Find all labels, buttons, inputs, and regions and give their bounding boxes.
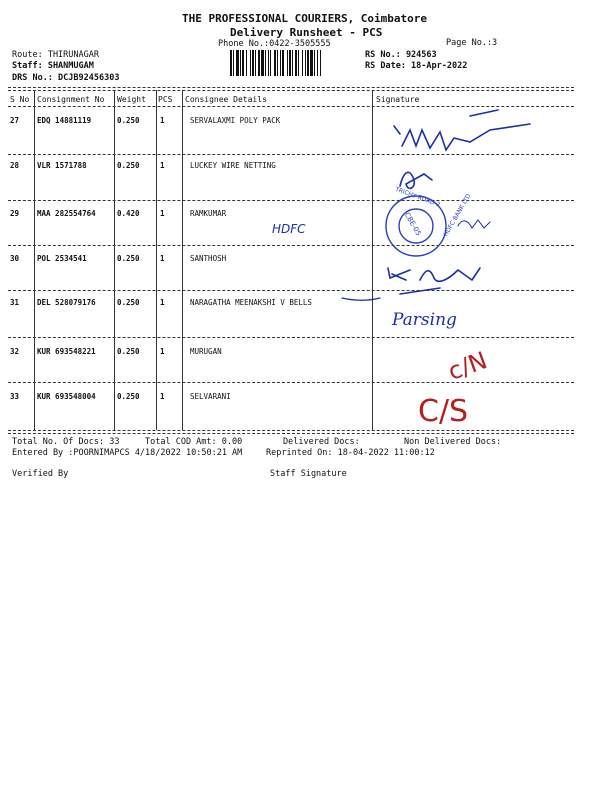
cell-consignment: KUR 693548004	[37, 392, 96, 401]
cell-sno: 29	[10, 209, 20, 218]
reprinted-on: Reprinted On: 18-04-2022 11:00:12	[266, 448, 435, 458]
cell-weight: 0.250	[117, 392, 140, 401]
svg-text:HDFC BANK LTD: HDFC BANK LTD	[442, 192, 473, 238]
non-delivered-docs: Non Delivered Docs:	[404, 437, 502, 447]
svg-text:TRICHY ROAD-2: TRICHY ROAD-2	[394, 185, 442, 209]
cell-pcs: 1	[160, 209, 165, 218]
drs-number: DRS No.: DCJB92456303	[12, 73, 120, 83]
handwritten-cn: c/N	[444, 346, 491, 386]
company-name: THE PROFESSIONAL COURIERS, Coimbatore	[182, 12, 428, 25]
col-header-consignment: Consignment No	[37, 95, 105, 104]
cell-consignee: NARAGATHA MEENAKSHI V BELLS	[190, 298, 312, 307]
route: Route: THIRUNAGAR	[12, 50, 99, 60]
delivered-docs: Delivered Docs:	[283, 437, 360, 447]
cell-weight: 0.420	[117, 209, 140, 218]
cell-sno: 33	[10, 392, 20, 401]
cell-pcs: 1	[160, 392, 165, 401]
cell-sno: 27	[10, 116, 20, 125]
signature-row-31	[342, 298, 380, 300]
cell-sno: 32	[10, 347, 20, 356]
cell-weight: 0.250	[117, 116, 140, 125]
entered-by: Entered By :POORNIMAPCS 4/18/2022 10:50:21 AM	[12, 448, 243, 458]
col-divider	[372, 90, 373, 430]
rule-top-2	[8, 90, 574, 91]
barcode	[230, 50, 360, 76]
staff-name: Staff: SHANMUGAM	[12, 61, 94, 71]
cell-pcs: 1	[160, 161, 165, 170]
cell-sno: 30	[10, 254, 20, 263]
signature-area	[380, 108, 580, 428]
col-header-weight: Weight	[117, 95, 146, 104]
cell-consignment: VLR 1571788	[37, 161, 87, 170]
cell-consignee: SANTHOSH	[190, 254, 227, 263]
col-divider	[182, 90, 183, 430]
rule-header-bottom	[8, 106, 574, 107]
signature-row-30	[388, 268, 480, 294]
col-header-signature: Signature	[376, 95, 420, 104]
cell-consignment: EDQ 14881119	[37, 116, 92, 125]
cell-pcs: 1	[160, 254, 165, 263]
rule-top	[8, 87, 574, 88]
rs-number: RS No.: 924563	[365, 50, 437, 60]
handwritten-parsing: Parsing	[392, 310, 457, 330]
page-number: Page No.:3	[446, 38, 498, 48]
bank-stamp	[386, 186, 473, 256]
document-title: Delivery Runsheet - PCS	[230, 26, 383, 39]
rule-bottom-2	[8, 433, 574, 434]
signature-row-27	[394, 110, 530, 150]
cell-consignment: POL 2534541	[37, 254, 87, 263]
staff-signature: Staff Signature	[270, 469, 347, 479]
cell-sno: 31	[10, 298, 20, 307]
rule-bottom	[8, 430, 574, 431]
cell-weight: 0.250	[117, 347, 140, 356]
svg-text:CBE-05: CBE-05	[402, 211, 423, 238]
col-divider	[156, 90, 157, 430]
handwritten-cs: C/S	[418, 394, 469, 429]
cell-pcs: 1	[160, 298, 165, 307]
cell-sno: 28	[10, 161, 20, 170]
col-divider	[114, 90, 115, 430]
verified-by: Verified By	[12, 469, 69, 479]
col-header-consignee: Consignee Details	[185, 95, 267, 104]
cell-consignment: MAA 282554764	[37, 209, 96, 218]
cell-consignee: MURUGAN	[190, 347, 222, 356]
cell-weight: 0.250	[117, 254, 140, 263]
col-header-sno: S No	[10, 95, 30, 104]
handwritten-hdfc: HDFC	[272, 222, 306, 236]
cell-consignment: DEL 528079176	[37, 298, 96, 307]
cell-pcs: 1	[160, 116, 165, 125]
signature-row-29	[458, 220, 490, 228]
col-divider	[34, 90, 35, 430]
phone-number: Phone No.:0422-3505555	[218, 39, 331, 49]
rs-date: RS Date: 18-Apr-2022	[365, 61, 468, 71]
signature-row-28	[400, 172, 432, 188]
cell-consignment: KUR 693548221	[37, 347, 96, 356]
total-cod: Total COD Amt: 0.00	[145, 437, 243, 447]
cell-weight: 0.250	[117, 161, 140, 170]
cell-weight: 0.250	[117, 298, 140, 307]
col-header-pcs: PCS	[158, 95, 173, 104]
cell-pcs: 1	[160, 347, 165, 356]
cell-consignee: SELVARANI	[190, 392, 231, 401]
total-docs: Total No. Of Docs: 33	[12, 437, 120, 447]
cell-consignee: RAMKUMAR	[190, 209, 227, 218]
cell-consignee: LUCKEY WIRE NETTING	[190, 161, 276, 170]
cell-consignee: SERVALAXMI POLY PACK	[190, 116, 281, 125]
